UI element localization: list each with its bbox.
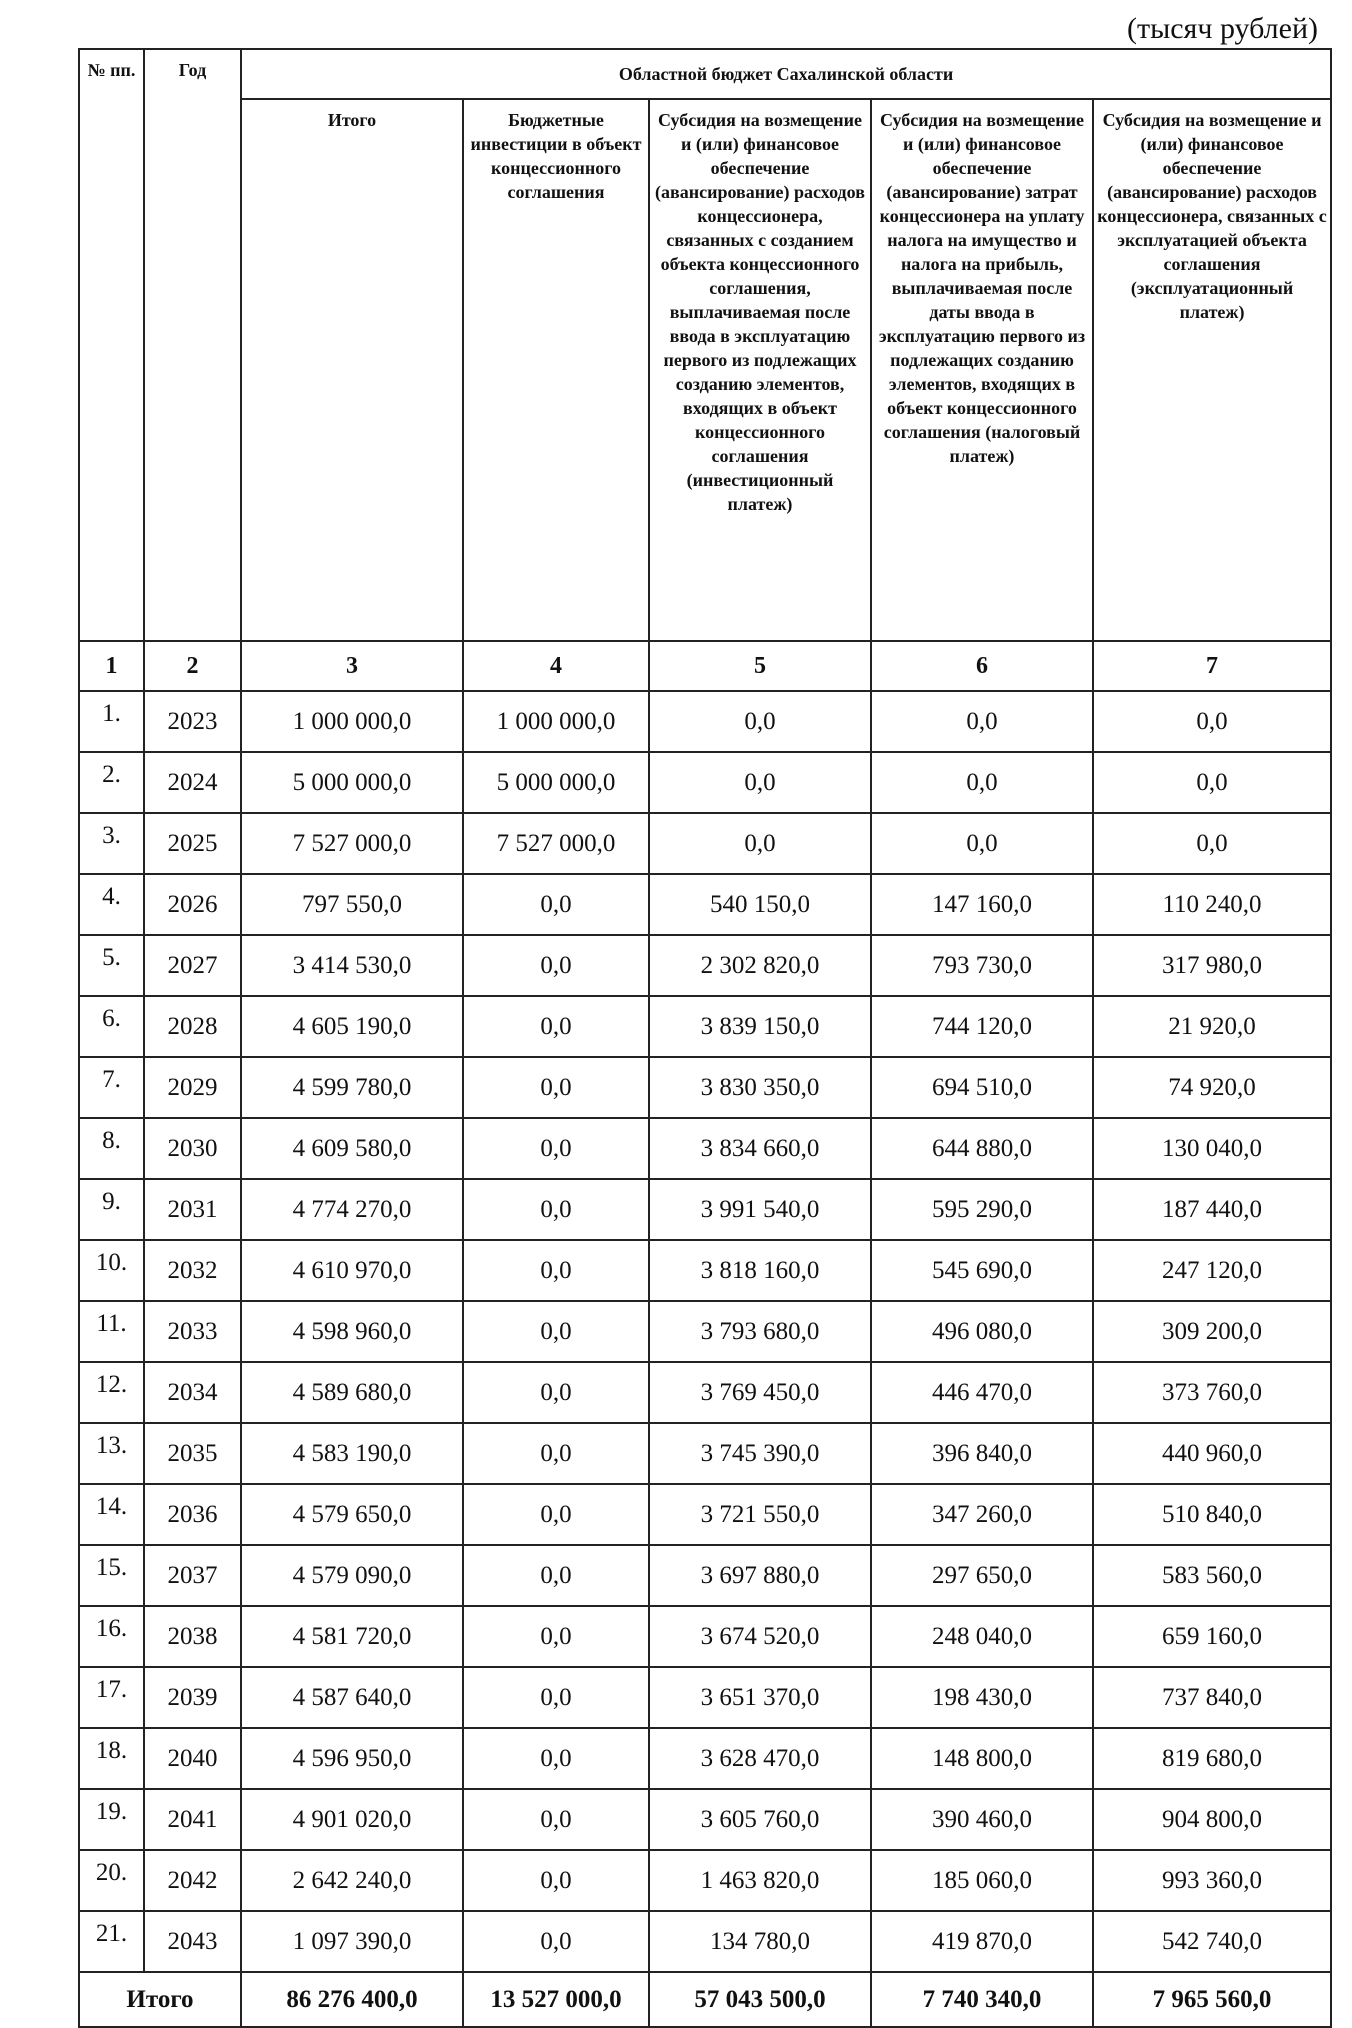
table-row xyxy=(79,1057,1331,1118)
table-row xyxy=(79,813,1331,874)
row-number: 1. xyxy=(79,691,144,752)
row-operation-payment: 130 040,0 xyxy=(1093,1118,1331,1179)
row-number: 21. xyxy=(79,1911,144,1972)
row-year: 2031 xyxy=(144,1179,241,1240)
row-investment-payment: 3 628 470,0 xyxy=(649,1728,871,1789)
header-year: Год xyxy=(144,49,241,641)
column-index: 2 xyxy=(144,641,241,691)
row-operation-payment: 74 920,0 xyxy=(1093,1057,1331,1118)
row-total: 4 587 640,0 xyxy=(241,1667,463,1728)
row-tax-payment: 744 120,0 xyxy=(871,996,1093,1057)
row-year: 2033 xyxy=(144,1301,241,1362)
row-investments: 0,0 xyxy=(463,1789,649,1850)
row-investments: 0,0 xyxy=(463,1179,649,1240)
row-year: 2023 xyxy=(144,691,241,752)
table-row xyxy=(79,1423,1331,1484)
table-row xyxy=(79,935,1331,996)
row-investments: 0,0 xyxy=(463,1240,649,1301)
row-operation-payment: 440 960,0 xyxy=(1093,1423,1331,1484)
row-operation-payment: 510 840,0 xyxy=(1093,1484,1331,1545)
row-year: 2034 xyxy=(144,1362,241,1423)
row-investments: 0,0 xyxy=(463,1728,649,1789)
row-number: 11. xyxy=(79,1301,144,1362)
header-col-investment-payment: Субсидия на возмещение и (или) финансовое обеспечение (авансирование) расходов концессионера, связанных с созданием объекта концессионного соглашения, выплачиваемая после ввода в эксплуатацию первого из подлежащих созданию элементов, входящих в объект концессионного соглашения (инвестиционный платеж) xyxy=(649,99,871,641)
row-number: 19. xyxy=(79,1789,144,1850)
row-investment-payment: 3 651 370,0 xyxy=(649,1667,871,1728)
row-year: 2028 xyxy=(144,996,241,1057)
table-row xyxy=(79,1484,1331,1545)
totals-investments: 13 527 000,0 xyxy=(463,1972,649,2027)
row-year: 2043 xyxy=(144,1911,241,1972)
header-col-operation-payment: Субсидия на возмещение и (или) финансовое обеспечение (авансирование) расходов концессионера, связанных с эксплуатацией объекта соглашения (эксплуатационный платеж) xyxy=(1093,99,1331,641)
row-number: 10. xyxy=(79,1240,144,1301)
totals-label: Итого xyxy=(79,1972,241,2027)
row-number: 2. xyxy=(79,752,144,813)
row-investments: 0,0 xyxy=(463,1423,649,1484)
row-year: 2025 xyxy=(144,813,241,874)
table-row xyxy=(79,1606,1331,1667)
row-total: 4 579 090,0 xyxy=(241,1545,463,1606)
table-row xyxy=(79,1545,1331,1606)
row-number: 15. xyxy=(79,1545,144,1606)
row-investments: 0,0 xyxy=(463,1667,649,1728)
row-year: 2039 xyxy=(144,1667,241,1728)
row-total: 7 527 000,0 xyxy=(241,813,463,874)
row-year: 2038 xyxy=(144,1606,241,1667)
row-tax-payment: 248 040,0 xyxy=(871,1606,1093,1667)
row-year: 2029 xyxy=(144,1057,241,1118)
row-investment-payment: 2 302 820,0 xyxy=(649,935,871,996)
row-investments: 0,0 xyxy=(463,1057,649,1118)
budget-table xyxy=(78,48,1332,2028)
row-investments: 1 000 000,0 xyxy=(463,691,649,752)
row-investment-payment: 3 991 540,0 xyxy=(649,1179,871,1240)
row-tax-payment: 0,0 xyxy=(871,752,1093,813)
column-index: 7 xyxy=(1093,641,1331,691)
row-total: 4 589 680,0 xyxy=(241,1362,463,1423)
column-index: 4 xyxy=(463,641,649,691)
row-number: 20. xyxy=(79,1850,144,1911)
row-total: 4 581 720,0 xyxy=(241,1606,463,1667)
row-year: 2035 xyxy=(144,1423,241,1484)
header-col-investments: Бюджетные инвестиции в объект концессионного соглашения xyxy=(463,99,649,641)
row-number: 8. xyxy=(79,1118,144,1179)
row-number: 18. xyxy=(79,1728,144,1789)
row-investments: 0,0 xyxy=(463,996,649,1057)
column-index: 6 xyxy=(871,641,1093,691)
column-index: 1 xyxy=(79,641,144,691)
table-row xyxy=(79,691,1331,752)
row-total: 4 605 190,0 xyxy=(241,996,463,1057)
row-operation-payment: 247 120,0 xyxy=(1093,1240,1331,1301)
row-investment-payment: 3 839 150,0 xyxy=(649,996,871,1057)
row-tax-payment: 793 730,0 xyxy=(871,935,1093,996)
row-tax-payment: 419 870,0 xyxy=(871,1911,1093,1972)
row-investment-payment: 3 834 660,0 xyxy=(649,1118,871,1179)
row-operation-payment: 373 760,0 xyxy=(1093,1362,1331,1423)
row-operation-payment: 187 440,0 xyxy=(1093,1179,1331,1240)
row-number: 14. xyxy=(79,1484,144,1545)
row-total: 4 583 190,0 xyxy=(241,1423,463,1484)
row-total: 2 642 240,0 xyxy=(241,1850,463,1911)
row-year: 2024 xyxy=(144,752,241,813)
table-row xyxy=(79,1667,1331,1728)
column-index: 5 xyxy=(649,641,871,691)
table-row xyxy=(79,1850,1331,1911)
row-tax-payment: 390 460,0 xyxy=(871,1789,1093,1850)
row-number: 6. xyxy=(79,996,144,1057)
row-tax-payment: 0,0 xyxy=(871,813,1093,874)
row-operation-payment: 904 800,0 xyxy=(1093,1789,1331,1850)
row-investment-payment: 0,0 xyxy=(649,752,871,813)
row-operation-payment: 737 840,0 xyxy=(1093,1667,1331,1728)
row-operation-payment: 819 680,0 xyxy=(1093,1728,1331,1789)
row-total: 4 901 020,0 xyxy=(241,1789,463,1850)
row-operation-payment: 0,0 xyxy=(1093,752,1331,813)
row-investment-payment: 3 745 390,0 xyxy=(649,1423,871,1484)
row-tax-payment: 545 690,0 xyxy=(871,1240,1093,1301)
row-tax-payment: 147 160,0 xyxy=(871,874,1093,935)
row-year: 2041 xyxy=(144,1789,241,1850)
row-investment-payment: 3 721 550,0 xyxy=(649,1484,871,1545)
row-operation-payment: 309 200,0 xyxy=(1093,1301,1331,1362)
row-total: 5 000 000,0 xyxy=(241,752,463,813)
row-number: 12. xyxy=(79,1362,144,1423)
row-investment-payment: 540 150,0 xyxy=(649,874,871,935)
row-investment-payment: 3 769 450,0 xyxy=(649,1362,871,1423)
row-total: 1 000 000,0 xyxy=(241,691,463,752)
row-number: 3. xyxy=(79,813,144,874)
header-group: Областной бюджет Сахалинской области xyxy=(241,49,1331,99)
row-year: 2026 xyxy=(144,874,241,935)
header-col-tax-payment: Субсидия на возмещение и (или) финансовое обеспечение (авансирование) затрат концессионера на уплату налога на имущество и налога на прибыль, выплачиваемая после даты ввода в эксплуатацию первого из подлежащих созданию элементов, входящих в объект концессионного соглашения (налоговый платеж) xyxy=(871,99,1093,641)
row-total: 797 550,0 xyxy=(241,874,463,935)
table-row xyxy=(79,996,1331,1057)
table-row xyxy=(79,1728,1331,1789)
totals-row xyxy=(79,1972,1331,2027)
row-investments: 0,0 xyxy=(463,1484,649,1545)
row-total: 4 609 580,0 xyxy=(241,1118,463,1179)
row-tax-payment: 185 060,0 xyxy=(871,1850,1093,1911)
row-investments: 0,0 xyxy=(463,1911,649,1972)
row-investments: 0,0 xyxy=(463,874,649,935)
row-investment-payment: 3 674 520,0 xyxy=(649,1606,871,1667)
row-year: 2037 xyxy=(144,1545,241,1606)
row-number: 13. xyxy=(79,1423,144,1484)
row-tax-payment: 644 880,0 xyxy=(871,1118,1093,1179)
totals-investment-payment: 57 043 500,0 xyxy=(649,1972,871,2027)
table-row xyxy=(79,874,1331,935)
row-investment-payment: 0,0 xyxy=(649,691,871,752)
row-operation-payment: 993 360,0 xyxy=(1093,1850,1331,1911)
row-investment-payment: 0,0 xyxy=(649,813,871,874)
row-total: 4 774 270,0 xyxy=(241,1179,463,1240)
row-number: 16. xyxy=(79,1606,144,1667)
row-total: 4 610 970,0 xyxy=(241,1240,463,1301)
table-row xyxy=(79,1240,1331,1301)
row-year: 2042 xyxy=(144,1850,241,1911)
table-row xyxy=(79,1911,1331,1972)
row-investments: 0,0 xyxy=(463,1850,649,1911)
unit-note: (тысяч рублей) xyxy=(1126,12,1318,45)
row-number: 9. xyxy=(79,1179,144,1240)
table-row xyxy=(79,752,1331,813)
row-total: 3 414 530,0 xyxy=(241,935,463,996)
row-investments: 0,0 xyxy=(463,935,649,996)
column-index-row xyxy=(79,641,1331,691)
row-total: 4 599 780,0 xyxy=(241,1057,463,1118)
row-tax-payment: 198 430,0 xyxy=(871,1667,1093,1728)
row-total: 4 596 950,0 xyxy=(241,1728,463,1789)
row-investment-payment: 3 818 160,0 xyxy=(649,1240,871,1301)
row-year: 2040 xyxy=(144,1728,241,1789)
row-tax-payment: 446 470,0 xyxy=(871,1362,1093,1423)
row-tax-payment: 347 260,0 xyxy=(871,1484,1093,1545)
row-tax-payment: 496 080,0 xyxy=(871,1301,1093,1362)
row-year: 2030 xyxy=(144,1118,241,1179)
row-tax-payment: 297 650,0 xyxy=(871,1545,1093,1606)
row-operation-payment: 110 240,0 xyxy=(1093,874,1331,935)
totals-tax-payment: 7 740 340,0 xyxy=(871,1972,1093,2027)
row-tax-payment: 694 510,0 xyxy=(871,1057,1093,1118)
row-operation-payment: 659 160,0 xyxy=(1093,1606,1331,1667)
row-tax-payment: 396 840,0 xyxy=(871,1423,1093,1484)
row-number: 7. xyxy=(79,1057,144,1118)
row-investments: 0,0 xyxy=(463,1545,649,1606)
row-investments: 0,0 xyxy=(463,1118,649,1179)
row-operation-payment: 542 740,0 xyxy=(1093,1911,1331,1972)
table-row xyxy=(79,1301,1331,1362)
row-operation-payment: 583 560,0 xyxy=(1093,1545,1331,1606)
row-investments: 0,0 xyxy=(463,1301,649,1362)
table-row xyxy=(79,1118,1331,1179)
row-operation-payment: 0,0 xyxy=(1093,813,1331,874)
row-number: 17. xyxy=(79,1667,144,1728)
row-operation-payment: 0,0 xyxy=(1093,691,1331,752)
row-investment-payment: 3 793 680,0 xyxy=(649,1301,871,1362)
row-investments: 7 527 000,0 xyxy=(463,813,649,874)
row-operation-payment: 317 980,0 xyxy=(1093,935,1331,996)
row-year: 2032 xyxy=(144,1240,241,1301)
table-row xyxy=(79,1789,1331,1850)
totals-total: 86 276 400,0 xyxy=(241,1972,463,2027)
row-total: 1 097 390,0 xyxy=(241,1911,463,1972)
row-investments: 0,0 xyxy=(463,1606,649,1667)
row-investment-payment: 3 697 880,0 xyxy=(649,1545,871,1606)
header-col-total: Итого xyxy=(241,99,463,641)
row-tax-payment: 148 800,0 xyxy=(871,1728,1093,1789)
row-tax-payment: 595 290,0 xyxy=(871,1179,1093,1240)
row-investment-payment: 134 780,0 xyxy=(649,1911,871,1972)
row-tax-payment: 0,0 xyxy=(871,691,1093,752)
table-row xyxy=(79,1179,1331,1240)
column-index: 3 xyxy=(241,641,463,691)
totals-operation-payment: 7 965 560,0 xyxy=(1093,1972,1331,2027)
row-investments: 0,0 xyxy=(463,1362,649,1423)
row-number: 4. xyxy=(79,874,144,935)
row-operation-payment: 21 920,0 xyxy=(1093,996,1331,1057)
row-investment-payment: 3 830 350,0 xyxy=(649,1057,871,1118)
row-total: 4 579 650,0 xyxy=(241,1484,463,1545)
header-num: № пп. xyxy=(79,49,144,641)
row-number: 5. xyxy=(79,935,144,996)
row-investment-payment: 3 605 760,0 xyxy=(649,1789,871,1850)
row-year: 2027 xyxy=(144,935,241,996)
row-total: 4 598 960,0 xyxy=(241,1301,463,1362)
row-investment-payment: 1 463 820,0 xyxy=(649,1850,871,1911)
row-year: 2036 xyxy=(144,1484,241,1545)
table-row xyxy=(79,1362,1331,1423)
row-investments: 5 000 000,0 xyxy=(463,752,649,813)
